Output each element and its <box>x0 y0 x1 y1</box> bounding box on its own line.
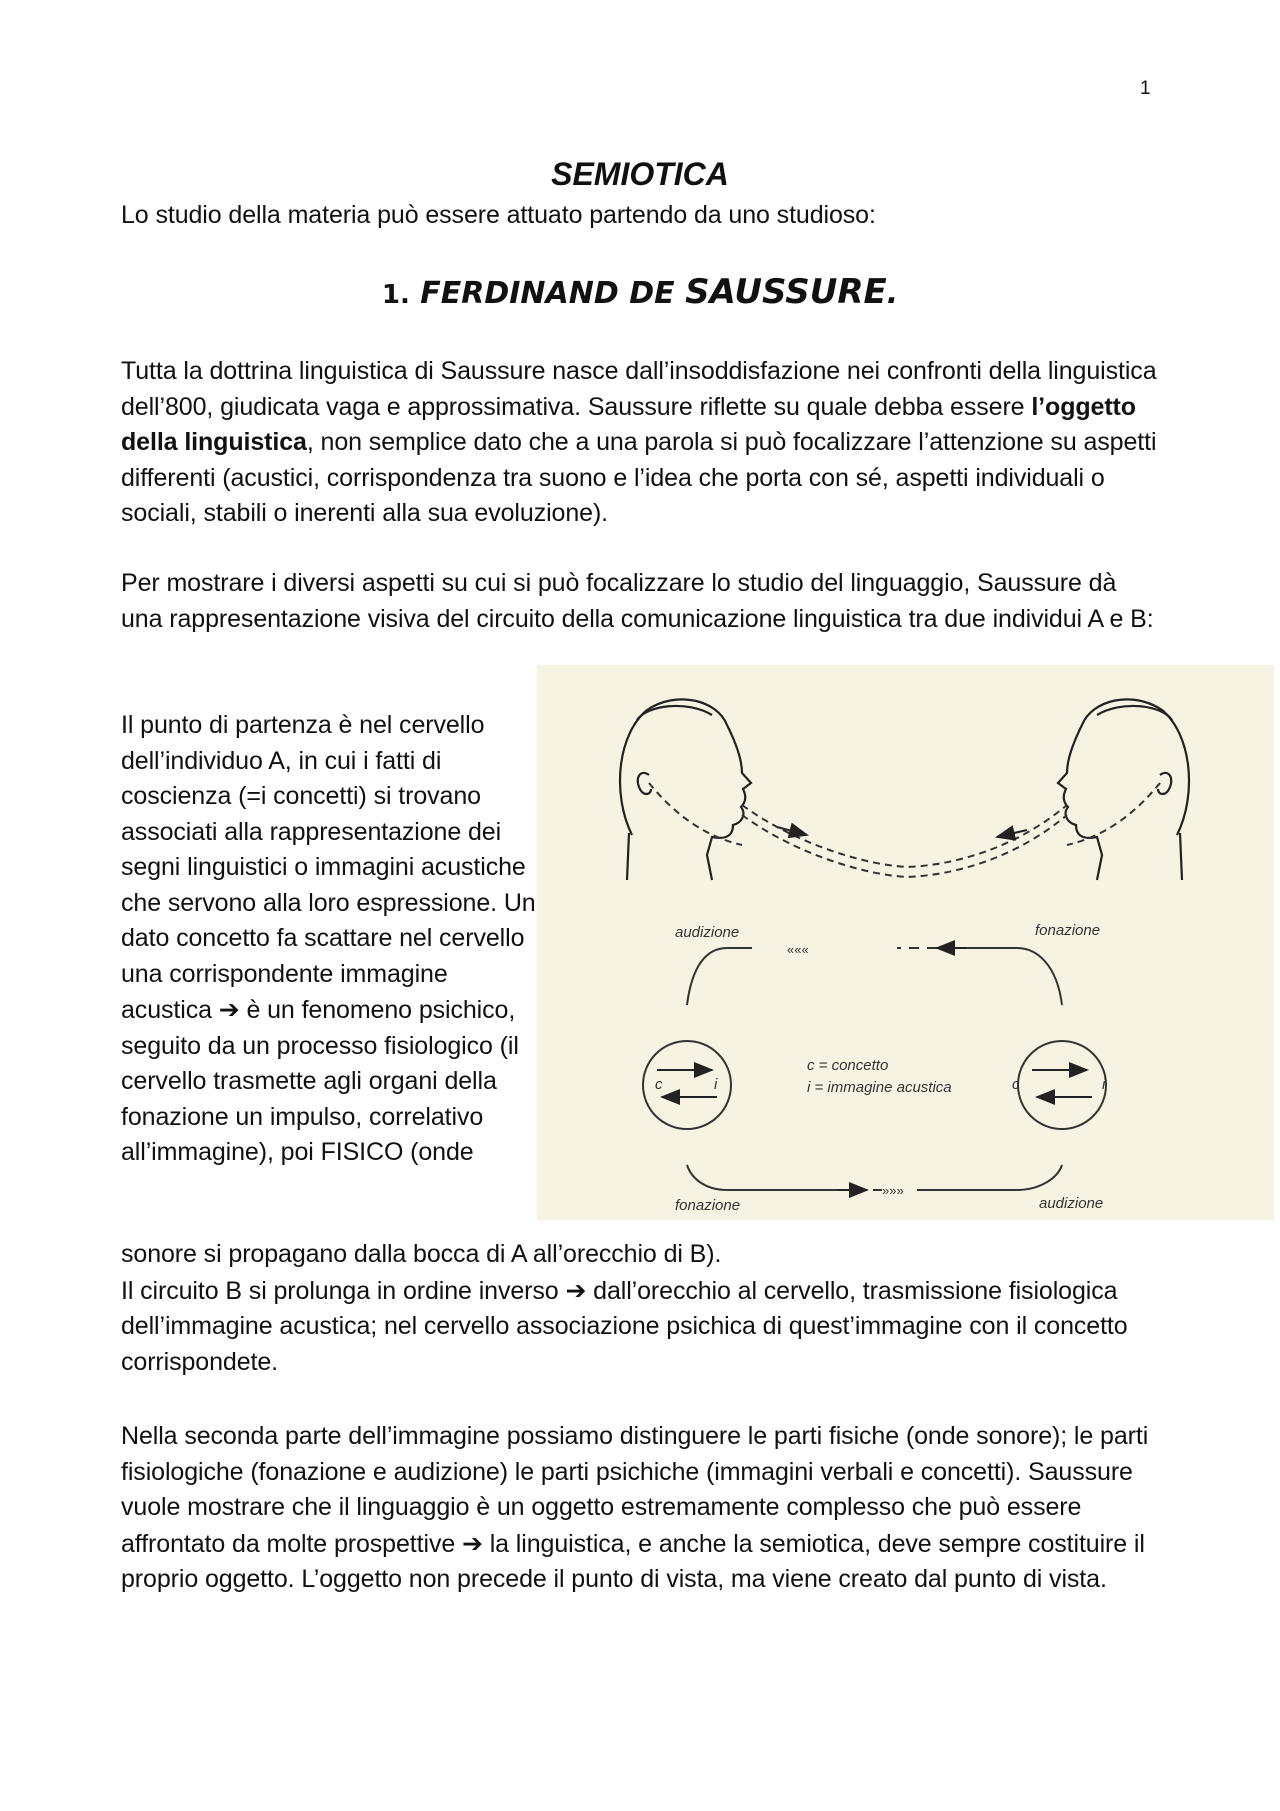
legend-immagine: i = immagine acustica <box>807 1079 952 1096</box>
section-heading <box>0 272 1280 312</box>
heading-name-last: SAUSSURE <box>685 272 887 312</box>
page-number: 1 <box>1140 78 1151 99</box>
brain-b-circle <box>1018 1041 1106 1129</box>
label-audizione-bottom: audizione <box>1039 1195 1104 1212</box>
paragraph-4 <box>121 1419 1161 1598</box>
paragraph-2: Per mostrare i diversi aspetti su cui si può focalizzare lo studio del linguaggio, Saussure dà una rappresentazione visiva del circuito della comunicazione linguistica tra due individui A e B: <box>121 569 1154 633</box>
label-fonazione-bottom: fonazione <box>675 1197 741 1214</box>
head-a-icon <box>620 699 751 880</box>
label-fonazione-top: fonazione <box>1035 922 1101 939</box>
heading-number: 1. <box>381 280 410 310</box>
paragraph-1-text-end: , non semplice dato che a una parola si può focalizzare l’attenzione su aspetti differenti (acustici, corrispondenza tra suono e l’idea che porta con sé, aspetti individuali o sociali, stabili o inerenti alla sua evoluzione). <box>121 428 1157 527</box>
top-flow-marks: ««« <box>787 942 809 957</box>
head-b-icon <box>1058 699 1189 880</box>
intro-text: Lo studio della materia può essere attuato partendo da uno studioso: <box>121 201 876 229</box>
brain-a-c: c <box>655 1076 663 1093</box>
label-audizione-top: audizione <box>675 924 740 941</box>
paragraph-1-bold: l’oggetto della linguistica <box>121 392 1136 456</box>
paragraph-4-text-end: la linguistica, e anche la semiotica, deve sempre costituire il proprio oggetto. L’oggetto non precede il punto di vista, ma viene creato dal punto di vista. <box>121 1529 1145 1593</box>
paragraph-4-text: Nella seconda parte dell’immagine possiamo distinguere le parti fisiche (onde sonore); le parti fisiologiche (fonazione e audizione) le parti psichiche (immagini verbali e concetti). Saussure vuole mostrare che il linguaggio è un oggetto estremamente complesso che può essere affrontato da molte prospettive <box>121 1422 1149 1558</box>
arrow-icon: ➔ <box>565 1275 587 1305</box>
heading-period: . <box>886 276 899 311</box>
paragraph-3-continuation-2: Il circuito B si prolunga in ordine inverso <box>121 1276 566 1305</box>
brain-b-i: i <box>1102 1076 1106 1093</box>
paragraph-3-continuation-3: dall’orecchio al cervello, trasmissione fisiologica dell’immagine acustica; nel cervello associazione psichica di quest’immagine con il concetto corrispondete. <box>121 1276 1128 1376</box>
paragraph-1-text: Tutta la dottrina linguistica di Saussure nasce dall’insoddisfazione nei confronti della linguistica dell’800, giudicata vaga e approssimativa. Saussure riflette su quale debba essere <box>121 357 1157 421</box>
bottom-flow-marks: »»» <box>882 1183 904 1198</box>
saussure-circuit-figure <box>537 665 1274 1220</box>
arrow-icon: ➔ <box>218 995 240 1024</box>
paragraph-3-continued <box>121 1237 1171 1380</box>
wave-arrow-left <box>997 830 1027 837</box>
paragraph-3-text: Il punto di partenza è nel cervello dell’individuo A, in cui i fatti di coscienza (=i concetti) si trovano associati alla rappresentazione dei segni linguistici o immagini acustiche che servono alla loro espressione. Un dato concetto fa scattare nel cervello una corrispondente immagine acustica <box>121 711 536 1024</box>
brain-b-c: c <box>1012 1076 1020 1093</box>
paragraph-3-continuation-1: sonore si propagano dalla bocca di A all’orecchio di B). <box>121 1240 722 1268</box>
circuit-diagram <box>537 665 1274 1220</box>
paragraph-3 <box>121 708 541 1171</box>
paragraph-1 <box>121 354 1161 532</box>
page-title: SEMIOTICA <box>551 156 729 192</box>
wave-arrow-right <box>777 827 807 835</box>
heading-name-first: FERDINAND DE <box>420 276 686 311</box>
legend-concetto: c = concetto <box>807 1057 889 1074</box>
sound-wave-paths <box>649 783 1160 877</box>
paragraph-3-text-end: è un fenomeno psichico, seguito da un processo fisiologico (il cervello trasmette agli organi della fonazione un impulso, correlativo all’immagine), poi FISICO (onde <box>121 996 519 1166</box>
arrow-icon: ➔ <box>462 1528 483 1558</box>
brain-a-i: i <box>714 1076 718 1093</box>
